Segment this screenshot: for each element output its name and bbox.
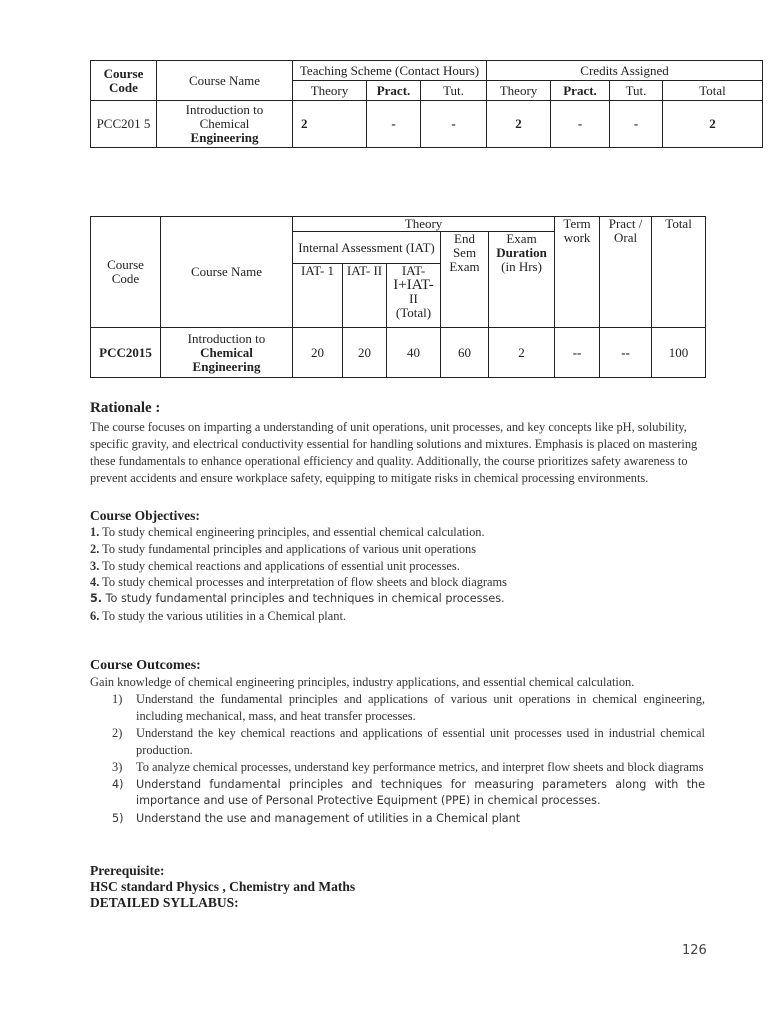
cr-tut-header: Tut. — [610, 81, 663, 101]
objective-item — [90, 574, 710, 591]
objective-text: To study chemical reactions and applications of essential unit processes. — [102, 558, 460, 573]
course-name-line: Introduction to — [187, 330, 266, 346]
objective-text: To study chemical processes and interpretation of flow sheets and block diagrams — [102, 575, 507, 590]
objective-number: 1. — [90, 525, 100, 539]
cr-pract-value: - — [551, 101, 610, 148]
duration-value: 2 — [489, 328, 555, 378]
cr-pract-header: Pract. — [551, 81, 610, 101]
course-name-header: Course Name — [157, 61, 293, 101]
iat-total-line: (Total) — [395, 305, 432, 320]
end-sem-header: End Sem Exam — [441, 232, 489, 328]
cr-total-header: Total — [663, 81, 763, 101]
rationale-title: Rationale : — [90, 400, 161, 416]
outcome-item — [90, 725, 705, 758]
credits-assigned-header: Credits Assigned — [487, 61, 763, 81]
teaching-scheme-table — [90, 60, 763, 148]
prerequisite-section — [90, 863, 710, 911]
outcome-number: 3) — [112, 760, 123, 774]
exam-duration-line: (in Hrs) — [501, 259, 542, 274]
outcome-item — [90, 811, 705, 828]
iat1-header: IAT- 1 — [293, 264, 343, 328]
course-code-header: Course Code — [91, 217, 161, 328]
objective-text: To study chemical engineering principles, and essential chemical calculation. — [102, 525, 485, 539]
objectives-title: Course Objectives: — [90, 508, 200, 523]
iat-total-line: II — [409, 291, 418, 306]
objective-number: 2. — [90, 541, 100, 556]
outcomes-title: Course Outcomes: — [90, 658, 201, 673]
outcomes-list — [90, 691, 705, 827]
ts-tut-header: Tut. — [421, 81, 487, 101]
term-work-header: Term work — [555, 217, 600, 328]
objective-item — [90, 524, 710, 541]
exam-duration-line: Exam — [506, 231, 537, 246]
objective-number: 3. — [90, 558, 100, 573]
rationale-text: The course focuses on imparting a understanding of unit operations, unit processes, and key concepts like pH, solubility, specific gravity, and electrical conductivity essential for handling solutions and mixtures. Emphasis is placed on mastering these fundamentals to enhance operational efficiency and quality. Additionally, the course prioritizes safety awareness to prevent accidents and ensure workplace safety, equipping to mitigate risks in chemical processing environments. — [90, 420, 698, 485]
course-name-header: Course Name — [161, 217, 293, 328]
objective-number: 5. — [90, 592, 103, 606]
outcome-text: Understand the key chemical reactions and applications of essential unit processes used in industrial chemical production. — [136, 726, 705, 757]
prerequisite-title: Prerequisite: — [90, 863, 165, 878]
course-code-header: Course Code — [91, 61, 157, 101]
outcome-text: Understand the use and management of utilities in a Chemical plant — [136, 811, 521, 825]
objective-item — [90, 541, 710, 558]
pract-oral-header: Pract / Oral — [600, 217, 652, 328]
end-sem-value: 60 — [441, 328, 489, 378]
course-code-cell: PCC2015 — [91, 328, 161, 378]
objective-text: To study fundamental principles and applications of various unit operations — [102, 541, 477, 556]
objectives-list — [90, 524, 710, 625]
outcome-text: Understand the fundamental principles and applications of various unit operations in chemical engineering, including mechanical, mass, and heat transfer processes. — [136, 692, 705, 723]
objective-text: To study the various utilities in a Chemical plant. — [102, 608, 346, 623]
outcomes-intro: Gain knowledge of chemical engineering principles, industry applications, and essential chemical calculation. — [90, 675, 635, 689]
course-name-cell — [157, 101, 293, 148]
objective-text: To study fundamental principles and techniques in chemical processes. — [105, 592, 505, 606]
ts-tut-value: - — [421, 101, 487, 148]
internal-assessment-header: Internal Assessment (IAT) — [293, 232, 441, 264]
ts-theory-header: Theory — [293, 81, 367, 101]
outcome-number: 2) — [112, 726, 123, 740]
pract-oral-value: -- — [600, 328, 652, 378]
objective-item — [90, 558, 710, 575]
total-value: 100 — [652, 328, 706, 378]
examination-scheme-table — [90, 216, 706, 378]
ts-pract-header: Pract. — [367, 81, 421, 101]
objective-number: 4. — [90, 575, 100, 590]
iat2-header: IAT- II — [343, 264, 387, 328]
iat1-value: 20 — [293, 328, 343, 378]
iat-total-line: IAT- — [401, 263, 426, 278]
cr-tut-value: - — [610, 101, 663, 148]
course-name-line: Introduction to — [185, 102, 264, 117]
course-name-line: Engineering — [192, 358, 261, 374]
outcome-text: Understand fundamental principles and techniques for measuring parameters along with the importance and use of Personal Protective Equipment (PPE) in chemical processes. — [136, 777, 705, 807]
exam-duration-header — [489, 232, 555, 328]
teaching-scheme-header: Teaching Scheme (Contact Hours) — [293, 61, 487, 81]
rationale-section — [90, 400, 710, 487]
cr-theory-header: Theory — [487, 81, 551, 101]
syllabus-title: DETAILED SYLLABUS: — [90, 895, 239, 910]
course-name-line: Chemical — [199, 116, 250, 131]
iat2-value: 20 — [343, 328, 387, 378]
course-name-cell — [161, 328, 293, 378]
outcome-item — [90, 691, 705, 724]
exam-duration-line: Duration — [496, 245, 547, 260]
outcome-item — [90, 777, 705, 810]
course-name-line: Engineering — [190, 130, 259, 145]
iat-total-value: 40 — [387, 328, 441, 378]
objective-number: 6. — [90, 608, 100, 623]
term-work-value: -- — [555, 328, 600, 378]
ts-theory-value: 2 — [293, 101, 367, 148]
outcome-item — [90, 759, 705, 776]
outcome-number: 1) — [112, 692, 123, 706]
theory-header: Theory — [293, 217, 555, 232]
objectives-section — [90, 508, 710, 625]
total-header: Total — [652, 217, 706, 328]
prerequisite-text: HSC standard Physics , Chemistry and Maths — [90, 879, 356, 894]
outcome-text: To analyze chemical processes, understand key performance metrics, and interpret flow sheets and block diagrams — [136, 760, 704, 774]
cr-theory-value: 2 — [487, 101, 551, 148]
outcome-number: 4) — [112, 777, 124, 791]
ts-pract-value: - — [367, 101, 421, 148]
iat-total-line: I+IAT- — [393, 277, 434, 293]
course-name-line: Chemical — [200, 344, 253, 360]
cr-total-value: 2 — [663, 101, 763, 148]
objective-item — [90, 591, 710, 608]
page-number: 126 — [682, 943, 707, 958]
course-code-cell: PCC201 5 — [91, 101, 157, 148]
outcomes-section — [90, 658, 705, 828]
objective-item — [90, 608, 710, 625]
outcome-number: 5) — [112, 811, 124, 825]
iat-total-header — [387, 264, 441, 328]
